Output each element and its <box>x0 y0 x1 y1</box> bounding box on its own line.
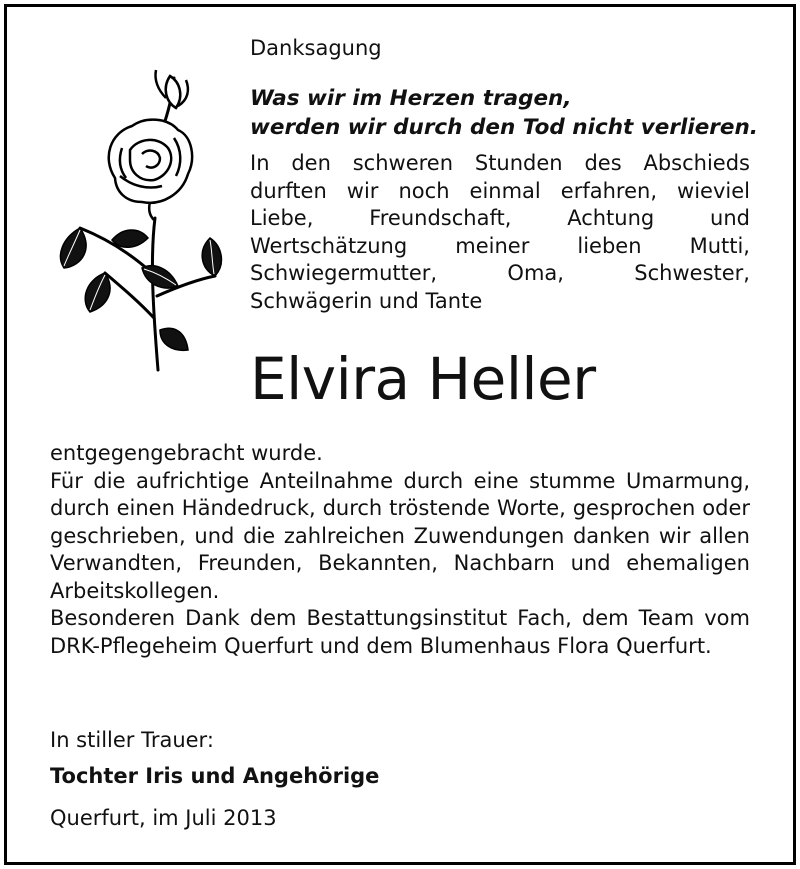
deceased-name: Elvira Heller <box>250 345 596 413</box>
heading: Danksagung <box>250 36 382 60</box>
intro-paragraph: In den schweren Stunden des Abschieds durften wir noch einmal erfahren, wieviel Liebe, Freundschaft, Achtung und Wertschätzung meiner lieben Mutti, Schwiegermutter, Oma, Schwester, Schwägerin und Tante <box>250 151 750 313</box>
rose-icon <box>50 68 225 378</box>
body-text <box>50 440 750 660</box>
motto-line-2: werden wir durch den Tod nicht verlieren. <box>250 115 758 140</box>
motto <box>250 84 760 142</box>
mourning-label: In stiller Trauer: <box>50 728 214 752</box>
body-paragraph-1: entgegengebracht wurde. <box>50 441 323 465</box>
body-paragraph-2: Für die aufrichtige Anteilnahme durch eine stumme Umarmung, durch einen Händedruck, durch tröstende Worte, gesprochen oder geschrieben, und die zahlreichen Zuwendungen danken wir allen Verwandten, Freunden, Bekannten, Nachbarn und ehemaligen Arbeitskollegen. <box>50 468 750 603</box>
motto-line-1: Was wir im Herzen tragen, <box>250 86 572 111</box>
body-paragraph-3: Besonderen Dank dem Bestattungsinstitut Fach, dem Team vom DRK-Pflegeheim Querfurt und dem Blumenhaus Flora Querfurt. <box>50 606 750 658</box>
family-signature: Tochter Iris und Angehörige <box>50 764 380 788</box>
place-date: Querfurt, im Juli 2013 <box>50 806 277 830</box>
